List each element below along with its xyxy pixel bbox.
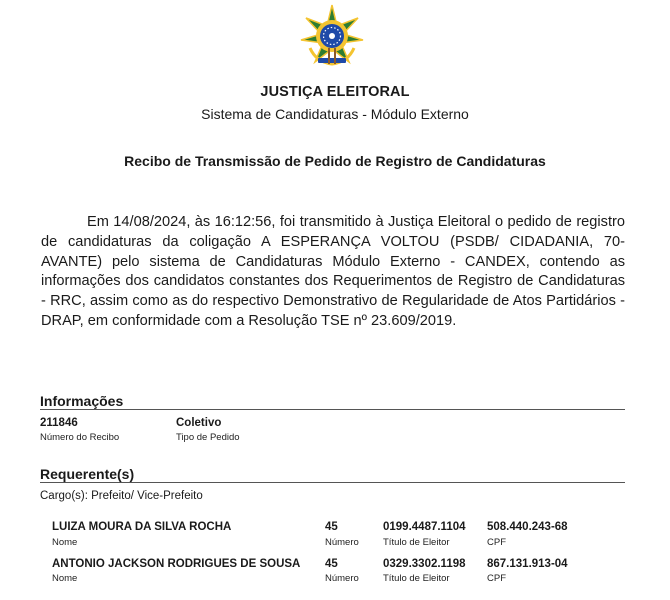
request-type: Coletivo (176, 417, 222, 429)
request-type-label: Tipo de Pedido (176, 432, 240, 443)
voter-id: 0329.3302.1198 (383, 558, 466, 570)
name-label: Nome (52, 537, 78, 548)
brazil-coat-of-arms-icon (300, 4, 364, 68)
cpf-value: 867.131.913-04 (487, 558, 568, 570)
section-title-requerentes: Requerente(s) (40, 466, 135, 482)
section-title-informacoes: Informações (40, 393, 124, 409)
name-label: Nome (52, 573, 78, 584)
cpf-value: 508.440.243-68 (487, 521, 568, 533)
cargo-line: Cargo(s): Prefeito/ Vice-Prefeito (40, 490, 203, 502)
organization-title: JUSTIÇA ELEITORAL (260, 84, 410, 100)
candidate-number: 45 (325, 521, 338, 533)
system-subtitle: Sistema de Candidaturas - Módulo Externo (201, 106, 469, 122)
candidate-name: LUIZA MOURA DA SILVA ROCHA (52, 521, 232, 533)
voter-id: 0199.4487.1104 (383, 521, 466, 533)
receipt-number: 211846 (40, 417, 78, 429)
number-label: Número (325, 537, 359, 548)
section-divider (40, 482, 625, 483)
receipt-statement: Em 14/08/2024, às 16:12:56, foi transmitido à Justiça Eleitoral o pedido de registro de candidaturas da coligação A ESPERANÇA VOLTOU (PSDB/ CIDADANIA, 70- AVANTE) pelo sistema de Candidaturas Módulo Externo - CANDEX, contendo as informações dos candidatos constantes dos Requerimentos de Registro de Candidaturas - RRC, assim como as do respectivo Demonstrativo de Regularidade de Atos Partidários - DRAP, em conformidade com a Resolução TSE nº 23.609/2019. (41, 214, 625, 329)
cpf-label: CPF (487, 573, 506, 584)
voter-id-label: Título de Eleitor (383, 537, 450, 548)
number-label: Número (325, 573, 359, 584)
cpf-label: CPF (487, 537, 506, 548)
section-divider (40, 409, 625, 410)
receipt-number-label: Número do Recibo (40, 432, 120, 443)
document-title: Recibo de Transmissão de Pedido de Registro de Candidaturas (124, 153, 546, 169)
candidate-name: ANTONIO JACKSON RODRIGUES DE SOUSA (52, 558, 301, 570)
candidate-number: 45 (325, 558, 338, 570)
voter-id-label: Título de Eleitor (383, 573, 450, 584)
